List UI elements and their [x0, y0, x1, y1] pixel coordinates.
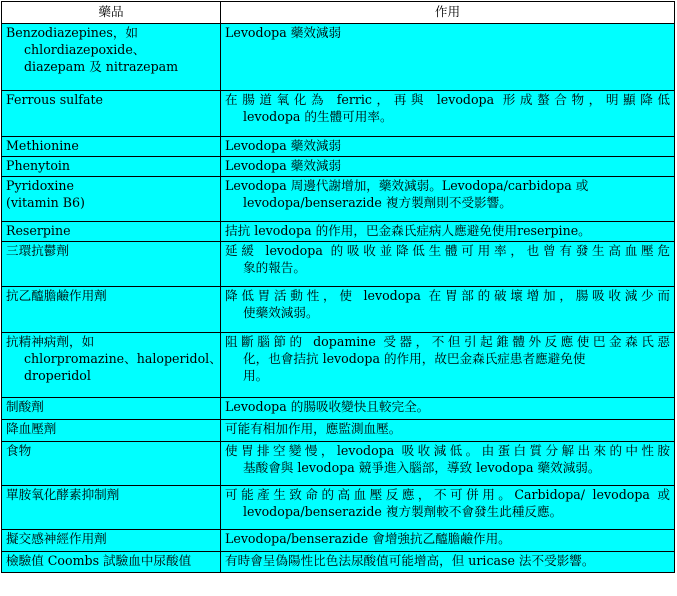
drug-text: 抗乙醯膽鹼作用劑 [6, 288, 107, 303]
drug-cell [2, 24, 221, 91]
effect-text: 使胃排空變慢，levodopa 吸收減低。由蛋白質分解出來的中性胺 [225, 443, 670, 458]
header-row [2, 2, 675, 24]
effect-text: Levodopa 周邊代謝增加，藥效減弱。Levodopa/carbidopa 或 [225, 178, 589, 193]
drug-text: 擬交感神經作用劑 [6, 531, 107, 546]
effect-text: 在腸道氧化為 ferric，再與 levodopa 形成螯合物，明顯降低 [225, 92, 670, 107]
effect-cell [221, 442, 675, 486]
drug-cell [2, 242, 221, 287]
drug-text: chlordiazepoxide、 [24, 42, 146, 57]
table-row [2, 486, 675, 530]
effect-cell [221, 242, 675, 287]
effect-text: 降低胃活動性，使 levodopa 在胃部的破壞增加，腸吸收減少而 [225, 288, 670, 303]
effect-cell [221, 486, 675, 530]
table-row [2, 530, 675, 552]
drug-cell [2, 91, 221, 137]
table-row [2, 157, 675, 177]
effect-text: 用。 [243, 368, 269, 383]
effect-text: 基酸會與 levodopa 競爭進入腦部，導致 levodopa 藥效減弱。 [243, 460, 601, 475]
effect-cell [221, 287, 675, 333]
drug-cell [2, 137, 221, 157]
drug-text: Ferrous sulfate [6, 92, 103, 107]
drug-text: chlorpromazine、haloperidol、 [24, 351, 222, 366]
drug-text: 抗精神病劑，如 [6, 334, 95, 349]
drug-text: Benzodiazepines，如 [6, 25, 139, 40]
table-row [2, 137, 675, 157]
drug-cell [2, 486, 221, 530]
effect-text: levodopa/benserazide 複方製劑較不會發生此種反應。 [243, 504, 563, 519]
effect-cell [221, 222, 675, 242]
effect-cell [221, 530, 675, 552]
table-row [2, 398, 675, 420]
effect-cell [221, 398, 675, 420]
interaction-table [1, 1, 675, 573]
effect-cell [221, 333, 675, 398]
table-row [2, 222, 675, 242]
table-row [2, 242, 675, 287]
effect-text: 拮抗 levodopa 的作用，巴金森氏症病人應避免使用reserpine。 [225, 223, 591, 238]
effect-text: levodopa 的生體可用率。 [243, 109, 393, 124]
drug-text: Pyridoxine [6, 178, 74, 193]
drug-cell [2, 333, 221, 398]
drug-cell [2, 398, 221, 420]
table-row [2, 420, 675, 442]
drug-text: Reserpine [6, 223, 71, 238]
effect-cell [221, 91, 675, 137]
drug-cell [2, 222, 221, 242]
effect-cell [221, 177, 675, 222]
drug-text: 三環抗鬱劑 [6, 243, 69, 258]
table-row [2, 552, 675, 573]
effect-text: 阻斷腦節的 dopamine 受器，不但引起錐體外反應使巴金森氏惡 [225, 334, 670, 349]
effect-cell [221, 420, 675, 442]
table-row [2, 177, 675, 222]
effect-cell [221, 157, 675, 177]
table-row [2, 442, 675, 486]
drug-text: Methionine [6, 138, 79, 153]
table-row [2, 91, 675, 137]
header-drug: 藥品 [2, 2, 221, 24]
effect-text: Levodopa 藥效減弱 [225, 138, 342, 153]
table-row [2, 24, 675, 91]
effect-text: 可能產生致命的高血壓反應，不可併用。Carbidopa/ levodopa 或 [225, 487, 670, 502]
effect-text: 使藥效減弱。 [243, 305, 319, 320]
drug-cell [2, 177, 221, 222]
drug-cell [2, 530, 221, 552]
effect-text: 可能有相加作用，應監測血壓。 [225, 421, 402, 436]
drug-text: (vitamin B6) [6, 195, 85, 210]
drug-text: 單胺氧化酵素抑制劑 [6, 487, 120, 502]
drug-text: 食物 [6, 443, 32, 458]
drug-cell [2, 420, 221, 442]
effect-cell [221, 24, 675, 91]
drug-text: 降血壓劑 [6, 421, 57, 436]
drug-cell [2, 442, 221, 486]
table-row [2, 333, 675, 398]
effect-text: 象的報告。 [243, 260, 306, 275]
drug-text: Phenytoin [6, 158, 71, 173]
effect-text: 化，也會拮抗 levodopa 的作用，故巴金森氏症患者應避免使 [243, 351, 586, 366]
effect-text: Levodopa 藥效減弱 [225, 158, 342, 173]
effect-cell [221, 137, 675, 157]
drug-cell [2, 287, 221, 333]
effect-cell [221, 552, 675, 573]
drug-cell [2, 552, 221, 573]
effect-text: Levodopa 藥效減弱 [225, 25, 342, 40]
effect-text: Levodopa 的腸吸收變快且較完全。 [225, 399, 430, 414]
drug-text: droperidol [24, 368, 91, 383]
table-row [2, 287, 675, 333]
effect-text: Levodopa/benserazide 會增強抗乙醯膽鹼作用。 [225, 531, 511, 546]
effect-text: levodopa/benserazide 複方製劑則不受影響。 [243, 195, 512, 210]
effect-text: 有時會呈偽陽性比色法尿酸值可能增高，但 uricase 法不受影響。 [225, 553, 595, 568]
effect-text: 延緩 levodopa 的吸收並降低生體可用率，也曾有發生高血壓危 [225, 243, 670, 258]
drug-text: 制酸劑 [6, 399, 44, 414]
drug-cell [2, 157, 221, 177]
header-effect: 作用 [221, 2, 675, 24]
drug-text: 檢驗值 Coombs 試驗血中尿酸值 [6, 553, 192, 568]
drug-text: diazepam 及 nitrazepam [24, 59, 179, 74]
